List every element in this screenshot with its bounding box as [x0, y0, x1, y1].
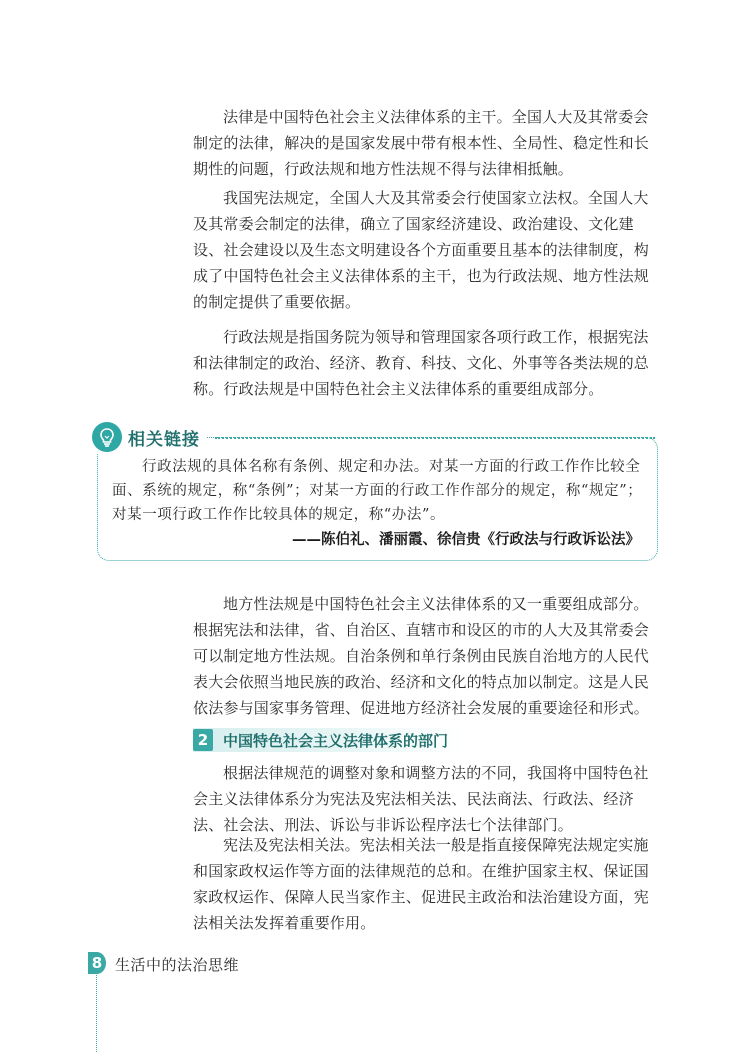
related-link-title: 相关链接: [128, 429, 200, 450]
related-link-source: ——陈伯礼、潘丽霞、徐信贵《行政法与行政诉讼法》: [292, 532, 640, 548]
paragraph-administrative-regulations: 行政法规是指国务院为领导和管理国家各项行政工作，根据宪法和法律制定的政治、经济、教育、科技、文化、外事等各类法规的总称。行政法规是中国特色社会主义法律体系的重要组成部分。: [193, 328, 650, 398]
book-title: 生活中的法治思维: [115, 956, 240, 974]
page-number: 8: [88, 952, 106, 974]
related-link-divider: [215, 437, 655, 439]
footer-divider: [96, 975, 97, 1052]
section-number-badge: 2: [193, 729, 213, 751]
paragraph-constitution-legislation: 我国宪法规定，全国人大及其常委会行使国家立法权。全国人大及其常委会制定的法律，确立了国家经济建设、政治建设、文化建设、社会建设以及生态文明建设各个方面重要且基本的法律制度，构成了中国特色社会主义法律体系的主干，也为行政法规、地方性法规的制定提供了重要依据。: [193, 189, 650, 311]
paragraph-legal-departments: 根据法律规范的调整对象和调整方法的不同，我国将中国特色社会主义法律体系分为宪法及宪法相关法、民法商法、行政法、经济法、社会法、刑法、诉讼与非诉讼程序法七个法律部门。: [193, 764, 649, 834]
section-heading: [193, 728, 463, 752]
lightbulb-icon: [92, 422, 122, 452]
paragraph-local-regulations: 地方性法规是中国特色社会主义法律体系的又一重要组成部分。根据宪法和法律，省、自治区、直辖市和设区的市的人大及其常委会可以制定地方性法规。自治条例和单行条例由民族自治地方的人民代表大会依照当地民族的政治、经济和文化的特点加以制定。这是人民依法参与国家事务管理、促进地方经济社会发展的重要途径和形式。: [193, 595, 650, 717]
related-link-text: 行政法规的具体名称有条例、规定和办法。对某一方面的行政工作作比较全面、系统的规定，称“条例”；对某一方面的行政工作作部分的规定，称“规定”；对某一项行政工作作比较具体的规定，称“办法”。: [112, 459, 643, 523]
section-title: 中国特色社会主义法律体系的部门: [223, 731, 449, 750]
paragraph-constitution-related-law: 宪法及宪法相关法。宪法相关法一般是指直接保障宪法规定实施和国家政权运作等方面的法律规范的总和。在维护国家主权、保证国家政权运作、保障人民当家作主、促进民主政治和法治建设方面，宪法相关法发挥着重要作用。: [193, 836, 650, 932]
related-link-header: [92, 420, 206, 454]
paragraph-law-backbone: 法律是中国特色社会主义法律体系的主干。全国人大及其常委会制定的法律，解决的是国家发展中带有根本性、全局性、稳定性和长期性的问题，行政法规和地方性法规不得与法律相抵触。: [193, 108, 650, 178]
